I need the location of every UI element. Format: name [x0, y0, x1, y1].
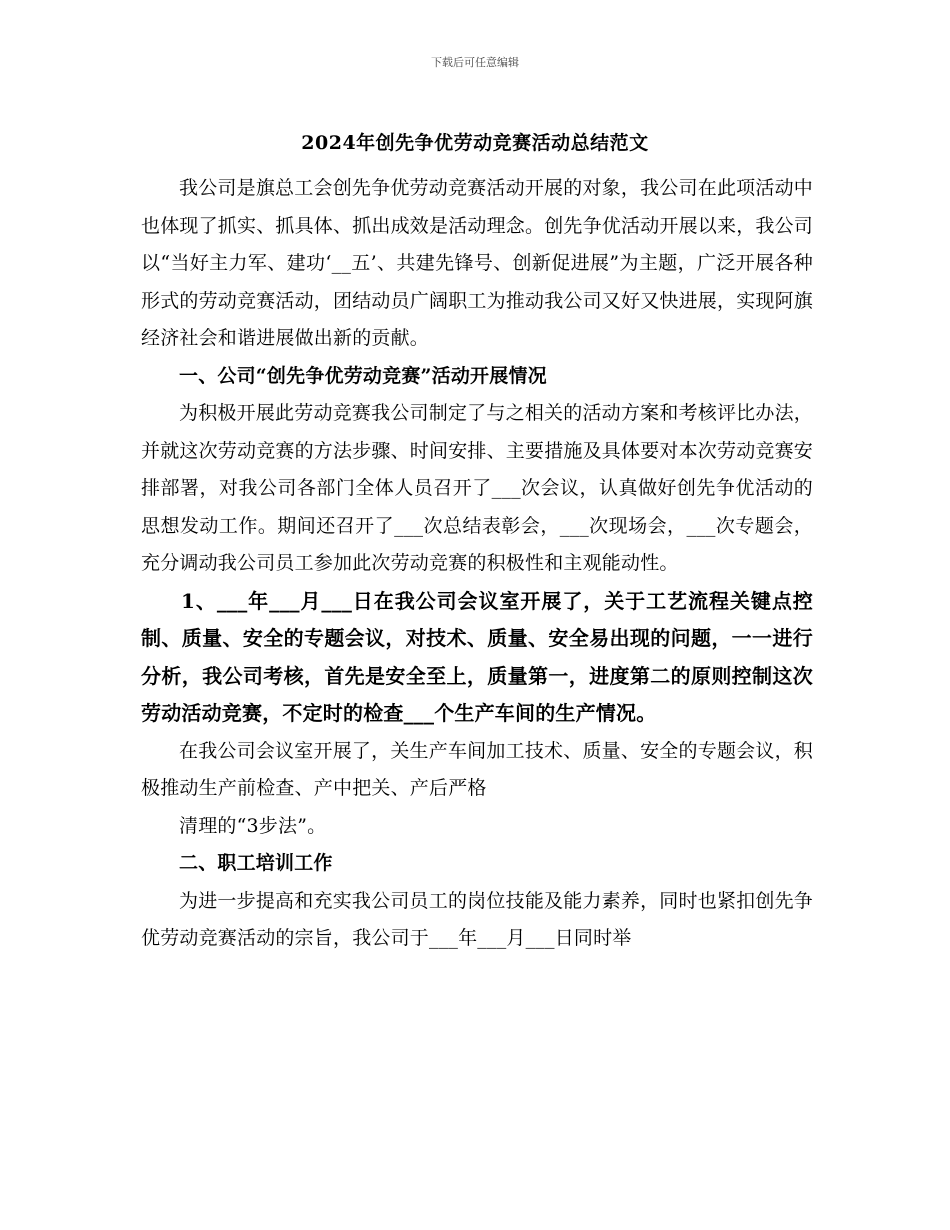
header-note: 下载后可任意编辑 [431, 56, 519, 69]
section-heading-1: 一、公司“创先争优劳动竞赛”活动开展情况 [179, 364, 547, 387]
paragraph-item-1: 1、___年___月___日在我公司会议室开展了，关于工艺流程关键点控制、质量、安全的专题会议，对技术、质量、安全易出现的问题，一一进行分析，我公司考核，首先是安全至上，质量第一，进度第二的原则控制这次劳动活动竞赛，不定时的检查___个生产车间的生产情况。 [141, 588, 813, 725]
paragraph-section-1: 为积极开展此劳动竞赛我公司制定了与之相关的活动方案和考核评比办法，并就这次劳动竞赛的方法步骤、时间安排、主要措施及具体要对本次劳动竞赛安排部署，对我公司各部门全体人员召开了___次会议，认真做好创先争优活动的思想发动工作。期间还召开了___次总结表彰会，___次现场会，___次专题会，充分调动我公司员工参加此次劳动竞赛的积极性和主观能动性。 [141, 402, 814, 574]
section-heading-2: 二、职工培训工作 [179, 852, 333, 874]
document-title: 2024年创先争优劳动竞赛活动总结范文 [301, 132, 649, 154]
paragraph-meeting: 在我公司会议室开展了，关生产车间加工技术、质量、安全的专题会议，积极推动生产前检查、产中把关、产后严格 [141, 739, 813, 799]
document-body [141, 170, 813, 958]
paragraph-three-steps: 清理的“3步法”。 [179, 814, 327, 837]
paragraph-section-2: 为进一步提高和充实我公司员工的岗位技能及能力素养，同时也紧扣创先争优劳动竞赛活动的宗旨，我公司于___年___月___日同时举 [141, 889, 813, 949]
paragraph-intro: 我公司是旗总工会创先争优劳动竞赛活动开展的对象，我公司在此项活动中也体现了抓实、抓具体、抓出成效是活动理念。创先争优活动开展以来，我公司以“当好主力军、建功‘__五’、共建先锋号、创新促进展”为主题，广泛开展各种形式的劳动竞赛活动，团结动员广阔职工为推动我公司又好又快进展，实现阿旗经济社会和谐进展做出新的贡献。 [141, 177, 814, 349]
